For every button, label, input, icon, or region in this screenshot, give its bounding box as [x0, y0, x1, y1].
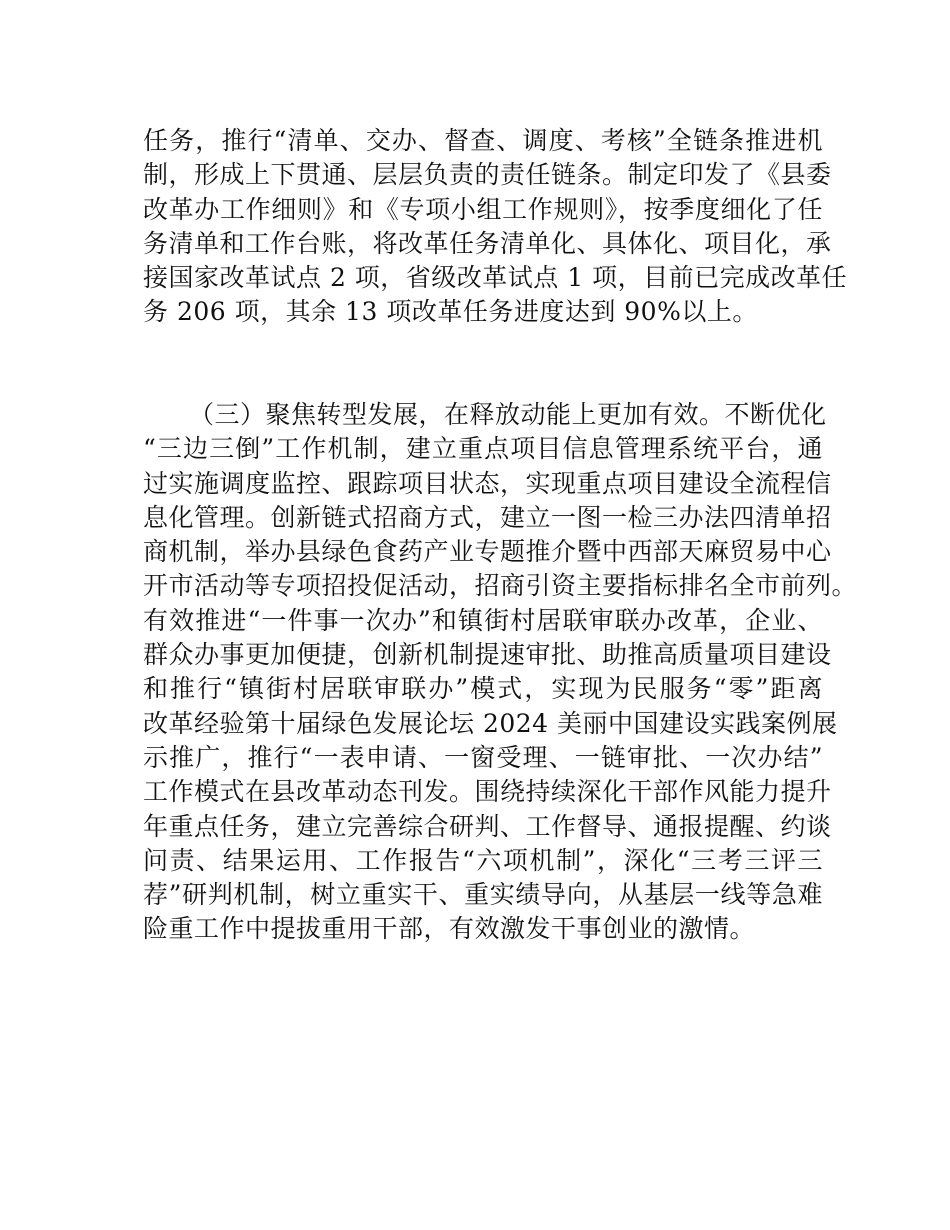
paragraph-line: 有效推进“一件事一次办”和镇街村居联审联办改革，企业、: [143, 605, 823, 635]
paragraph-line: 接国家改革试点 2 项，省级改革试点 1 项，目前已完成改革任: [143, 263, 848, 293]
paragraph-line: 任务，推行“清单、交办、督查、调度、考核”全链条推进机: [143, 126, 823, 155]
paragraph-line: 工作模式在县改革动态刊发。围绕持续深化干部作风能力提升: [143, 777, 832, 807]
paragraph-line: 息化管理。创新链式招商方式，建立一图一检三办法四清单招: [143, 502, 832, 532]
paragraph-line: 改革经验第十届绿色发展论坛 2024 美丽中国建设实践案例展: [143, 708, 838, 738]
paragraph-line: 商机制，举办县绿色食药产业专题推介暨中西部天麻贸易中心: [143, 537, 832, 567]
paragraph-1: [143, 124, 848, 330]
paragraph-line: 和推行“镇街村居联审联办”模式，实现为民服务“零”距离: [143, 674, 823, 704]
paragraph-line: 年重点任务，建立完善综合研判、工作督导、通报提醒、约谈: [143, 811, 832, 841]
paragraph-line: 险重工作中提拔重用干部，有效激发干事创业的激情。: [143, 914, 756, 944]
paragraph-line: 务清单和工作台账，将改革任务清单化、具体化、项目化，承: [143, 228, 832, 258]
paragraph-2: [143, 398, 858, 947]
paragraph-line: 问责、结果运用、工作报告“六项机制”，深化“三考三评三: [143, 845, 823, 875]
paragraph-line: 示推广，推行“一表申请、一窗受理、一链审批、一次办结”: [143, 742, 823, 772]
paragraph-line: 群众办事更加便捷，创新机制提速审批、助推高质量项目建设: [143, 640, 832, 670]
paragraph-line: 过实施调度监控、跟踪项目状态，实现重点项目建设全流程信: [143, 468, 832, 498]
paragraph-line: 制，形成上下贯通、层层负责的责任链条。制定印发了《县委: [143, 160, 832, 190]
paragraph-line: 改革办工作细则》和《专项小组工作规则》，按季度细化了任: [143, 194, 823, 224]
paragraph-line: 务 206 项，其余 13 项改革任务进度达到 90%以上。: [143, 297, 758, 327]
paragraph-heading-line: （三）聚焦转型发展，在释放动能上更加有效。不断优化: [189, 400, 827, 429]
paragraph-line: 开市活动等专项招投促活动，招商引资主要指标排名全市前列。: [143, 571, 858, 601]
paragraph-line: “三边三倒”工作机制，建立重点项目信息管理系统平台，通: [143, 434, 823, 464]
paragraph-line: 荐”研判机制，树立重实干、重实绩导向，从基层一线等急难: [143, 880, 823, 910]
